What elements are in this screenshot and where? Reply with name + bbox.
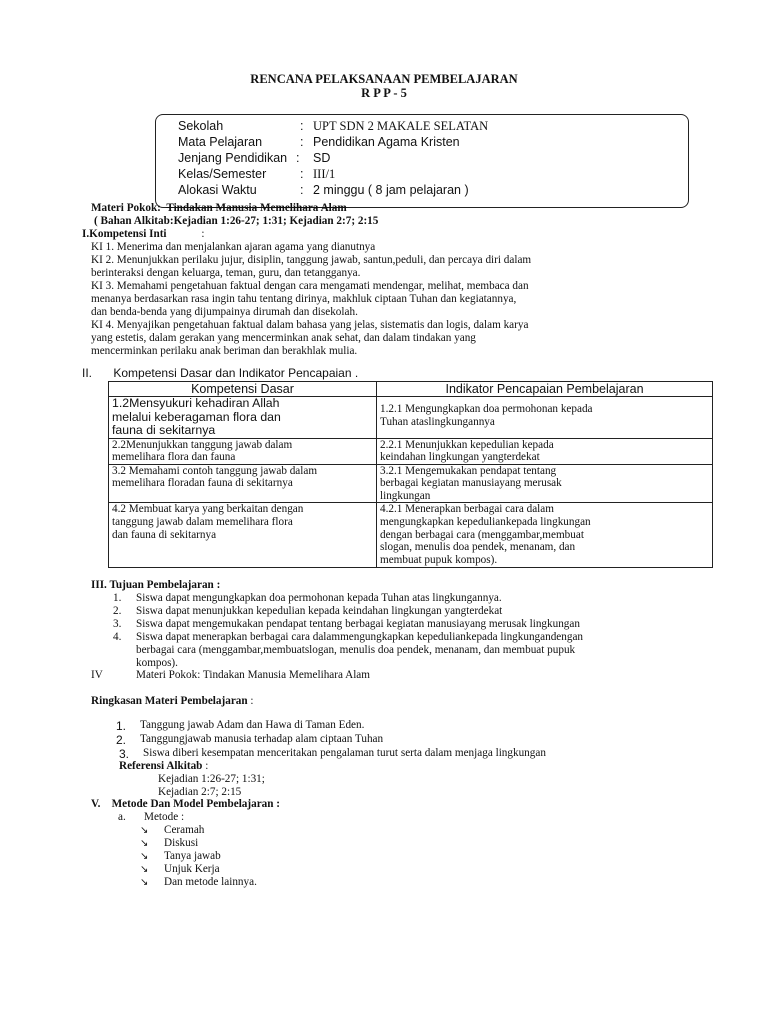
ki-line: KI 3. Memahami pengetahuan faktual dengan cara mengamati mendengar, melihat, membaca dan <box>91 280 529 292</box>
ki-line: KI 2. Menunjukkan perilaku jujur, disiplin, tanggung jawab, santun,peduli, dan percaya diri dalam <box>91 254 532 266</box>
ki-line: mencerminkan perilaku anak beriman dan berakhlak mulia. <box>91 345 358 357</box>
col-header-kd: Kompetensi Dasar <box>109 382 377 397</box>
arrow-bullet-icon: ↘ <box>140 877 149 888</box>
indikator-cell: 4.2.1 Menerapkan berbagai cara dalam mengungkapkan kepeduliankepada lingkungan dengan berbagai cara (menggambar,membuat slogan, menulis doa pendek, menanam, dan membuat pupuk kompos). <box>377 503 713 568</box>
table-row <box>109 438 713 464</box>
list-item: 1. Siswa dapat mengungkapkan doa permohonan kepada Tuhan atas lingkungannya. <box>113 592 502 604</box>
tujuan-list <box>113 592 713 670</box>
ki-heading: I.Kompetensi Inti : <box>82 228 205 240</box>
page-subtitle: R P P - 5 <box>361 86 407 100</box>
page-title: RENCANA PELAKSANAAN PEMBELAJARAN <box>250 72 518 86</box>
indikator-cell: 2.2.1 Menunjukkan kepedulian kepada keindahan lingkungan yangterdekat <box>377 438 713 464</box>
arrow-bullet-icon: ↘ <box>140 851 149 862</box>
metode-sub: a. Metode : <box>118 811 185 823</box>
arrow-bullet-icon: ↘ <box>140 825 149 836</box>
kd-cell: 1.2Mensyukuri kehadiran Allah melalui keberagaman flora dan fauna di sekitarnya <box>109 397 377 439</box>
table-row <box>109 464 713 503</box>
referensi-item: Kejadian 1:26-27; 1:31; <box>158 773 265 785</box>
referensi-item: Kejadian 2:7; 2:15 <box>158 786 242 798</box>
ki-line: dan benda-benda yang dijumpainya dirumah dan disekolah. <box>91 306 358 318</box>
list-item: ↘ Dan metode lainnya. <box>140 876 257 888</box>
kd-cell: 3.2 Memahami contoh tanggung jawab dalam memelihara floradan fauna di sekitarnya <box>109 464 377 503</box>
indikator-cell: 1.2.1 Mengungkapkan doa permohonan kepada Tuhan ataslingkungannya <box>377 397 713 439</box>
list-item: ↘ Ceramah <box>140 824 205 836</box>
metode-list <box>140 824 257 889</box>
ki-list <box>91 241 531 358</box>
ringkasan-heading: Ringkasan Materi Pembelajaran : <box>91 695 254 707</box>
indikator-cell: 3.2.1 Mengemukakan pendapat tentang berbagai kegiatan manusiayang merusak lingkungan <box>377 464 713 503</box>
list-item: ↘ Unjuk Kerja <box>140 863 220 875</box>
list-item: 4. Siswa dapat menerapkan berbagai cara dalammengungkapkan kepeduliankepada lingkungandengan berbagai cara (menggambar,membuatslogan, menulis doa pendek, menanam, dan membuat pupuk kompos). <box>113 631 584 669</box>
materi-pokok: Materi Pokok: Tindakan Manusia Memelihara Alam <box>91 202 347 214</box>
section-iv: IV Materi Pokok: Tindakan Manusia Memelihara Alam <box>91 669 370 681</box>
referensi-heading: Referensi Alkitab : <box>119 760 209 772</box>
ki-line: KI 1. Menerima dan menjalankan ajaran agama yang dianutnya <box>91 241 376 253</box>
kd-table <box>108 381 713 568</box>
kd-cell: 2.2Menunjukkan tanggung jawab dalam memelihara flora dan fauna <box>109 438 377 464</box>
table-row <box>109 503 713 568</box>
tujuan-heading: III. Tujuan Pembelajaran : <box>91 579 221 591</box>
arrow-bullet-icon: ↘ <box>140 838 149 849</box>
list-item: ↘ Tanya jawab <box>140 850 221 862</box>
school-info-box: Sekolah : UPT SDN 2 MAKALE SELATAN Mata Pelajaran : Pendidikan Agama Kristen Jenjang Pendidikan : SD Kelas/Semester : III/1 Alokasi Waktu : 2 minggu ( 8 jam pelajaran ) <box>155 114 689 208</box>
bahan-alkitab: ( Bahan Alkitab:Kejadian 1:26-27; 1:31; Kejadian 2:7; 2:15 <box>94 215 379 227</box>
col-header-indikator: Indikator Pencapaian Pembelajaran <box>377 382 713 397</box>
ki-line: berinteraksi dengan keluarga, teman, guru, dan tetangganya. <box>91 267 361 279</box>
ki-line: menanya berdasarkan rasa ingin tahu tentang dirinya, makhluk ciptaan Tuhan dan kegiatannya, <box>91 293 517 305</box>
arrow-bullet-icon: ↘ <box>140 864 149 875</box>
table-header-row <box>109 382 713 397</box>
ki-line: KI 4. Menyajikan pengetahuan faktual dalam bahasa yang jelas, sistematis dan logis, dalam karya <box>91 319 529 331</box>
table-row <box>109 397 713 439</box>
kd-cell: 4.2 Membuat karya yang berkaitan dengan tanggung jawab dalam memelihara flora dan fauna di sekitarnya <box>109 503 377 568</box>
list-item: 3. Siswa dapat mengemukakan pendapat tentang berbagai kegiatan manusiayang merusak lingkungan <box>113 618 580 630</box>
list-item: ↘ Diskusi <box>140 837 199 849</box>
list-item: 2. Siswa dapat menunjukkan kepedulian kepada keindahan lingkungan yangterdekat <box>113 605 503 617</box>
metode-heading: V. Metode Dan Model Pembelajaran : <box>91 798 281 810</box>
kd-heading: II. Kompetensi Dasar dan Indikator Pencapaian . <box>82 366 359 380</box>
ki-line: yang estetis, dalam gerakan yang mencerminkan anak sehat, dan dalam tindakan yang <box>91 332 476 344</box>
